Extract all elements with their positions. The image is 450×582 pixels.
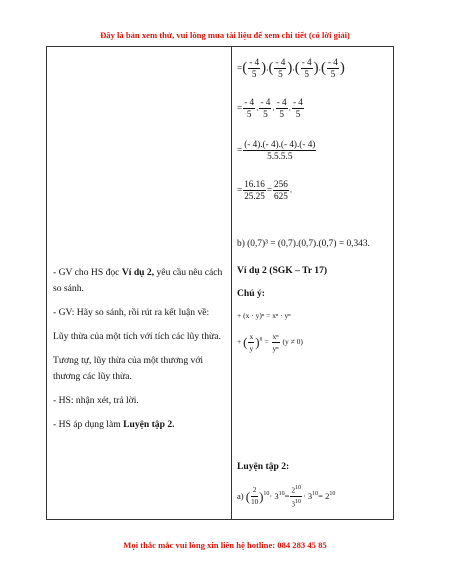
activity-respond: - HS: nhận xét, trả lời. xyxy=(53,395,139,406)
lesson-table xyxy=(46,46,394,520)
activity-practice xyxy=(53,417,225,433)
fraction-denominator: 5 xyxy=(279,109,284,119)
fraction-denominator: 5 xyxy=(295,109,301,119)
rule-condition: (y ≠ 0) xyxy=(282,337,303,347)
column-divider xyxy=(231,47,232,519)
rule-text: (x · y)ⁿ = xⁿ · yⁿ xyxy=(243,311,291,320)
text: - HS áp dụng làm xyxy=(53,419,124,430)
activity-compare: - GV: Hãy so sánh, rồi rút ra kết luận về: xyxy=(53,307,210,318)
fraction-denominator: 10 xyxy=(251,498,259,507)
fraction-numerator: - 4 xyxy=(301,57,312,67)
fraction-denominator: 25.25 xyxy=(244,191,265,201)
text: - GV cho HS đọc xyxy=(53,267,122,278)
hotline-notice: Mọi thắc mắc vui lòng xin liên hệ hotline: 084 283 45 85 xyxy=(123,540,327,550)
fraction-denominator: 5.5.5.5 xyxy=(267,151,293,161)
rule-product-power: + (x · y)ⁿ = xⁿ · yⁿ xyxy=(237,311,291,320)
expr: · 3 xyxy=(269,490,279,501)
equation-line-4: = $\frac{16.16}{25.25}$ = $\frac{256}{625}$ . xyxy=(237,179,293,201)
fraction-numerator: - 4 xyxy=(244,97,255,107)
activity-quotient-power: Tương tự, lũy thừa của một thương với thương các lũy thừa. xyxy=(53,355,204,382)
fraction-denominator: 5 xyxy=(304,69,309,79)
fraction-numerator: - 4 xyxy=(327,57,338,67)
fraction-numerator: 256 xyxy=(274,179,288,189)
example-heading: Ví dụ 2 (SGK – Tr 17) xyxy=(237,265,328,276)
fraction-numerator: 16.16 xyxy=(244,179,265,189)
part-b-solution: b) (0,7)³ = (0,7).(0,7).(0,7) = 0,343. xyxy=(237,239,370,249)
note-heading: Chú ý: xyxy=(237,288,265,299)
exponent: 10 xyxy=(312,490,319,497)
fraction-denominator: 5 xyxy=(278,69,283,79)
fraction-numerator: xⁿ xyxy=(272,332,279,341)
fraction-numerator: - 4 xyxy=(260,97,271,107)
activity-product-power: Lũy thừa của một tích với tích các lũy thừa. xyxy=(53,331,221,342)
fraction-denominator: 5 xyxy=(330,69,336,79)
fraction-numerator: (- 4).(- 4).(- 4).(- 4) xyxy=(244,139,316,149)
exponent: 10 xyxy=(263,490,270,497)
fraction-numerator: - 4 xyxy=(249,57,260,67)
fraction-denominator: yⁿ xyxy=(272,344,279,353)
text: yêu cầu nêu cách so sánh. xyxy=(53,267,223,294)
practice-a: a) ( $\frac{2}{10}$ )$^{10}\cdot 3^{10}=$ $\frac{210}{310}$ · $3^{10}= 2^{10}$ xyxy=(237,485,336,509)
fraction-denominator: 625 xyxy=(274,191,288,201)
exponent: 10 xyxy=(294,499,301,506)
fraction-numerator: 2 xyxy=(251,485,258,497)
exponent: 10 xyxy=(278,490,285,497)
fraction-denominator: y xyxy=(249,344,254,353)
fraction-denominator: 5 xyxy=(246,109,252,119)
equation-line-3: = $\frac{(- 4).(- 4).(- 4).(- 4)}{5.5.5.5}$ xyxy=(237,139,316,161)
expr: · 3 xyxy=(302,490,313,501)
fraction-numerator: 2 xyxy=(291,486,295,495)
exponent: 10 xyxy=(294,485,301,491)
practice-label: a) xyxy=(237,490,244,501)
fraction-numerator: - 4 xyxy=(275,57,286,67)
fraction-numerator: x xyxy=(249,332,254,341)
exponent: 10 xyxy=(329,490,336,497)
equation-line-1: =( $\frac{- 4}{5}$ ).( $\frac{- 4}{5}$ ).( $\frac{- 4}{5}$ ).( $\frac{- 4}{5}$ ) xyxy=(237,57,345,79)
text-bold: Luyện tập 2. xyxy=(123,419,175,430)
expr: = 2 xyxy=(318,490,330,501)
teacher-activity-column xyxy=(53,265,225,441)
practice-heading: Luyện tập 2: xyxy=(237,461,290,472)
activity-read-example xyxy=(53,265,225,297)
text-bold: Ví dụ 2, xyxy=(121,267,155,278)
fraction-numerator: - 4 xyxy=(292,97,303,107)
rule-quotient-power: + ( $\frac{x}{y}$ )$^n$ = $\frac{\text{xⁿ}}{\text{yⁿ}}$ (y ≠ 0) xyxy=(237,332,303,353)
fraction-denominator: 5 xyxy=(251,69,257,79)
fraction-numerator: - 4 xyxy=(276,97,287,107)
equation-line-2: = $\frac{- 4}{5}$ . $\frac{- 4}{5}$ . $\frac{- 4}{5}$ . $\frac{- 4}{5}$ xyxy=(237,97,303,119)
preview-notice: Đây là bản xem thử, vui lòng mua tài liệu để xem chi tiết (có lời giải) xyxy=(100,30,350,40)
fraction-denominator: 3 xyxy=(291,500,295,509)
fraction-denominator: 5 xyxy=(263,109,268,119)
